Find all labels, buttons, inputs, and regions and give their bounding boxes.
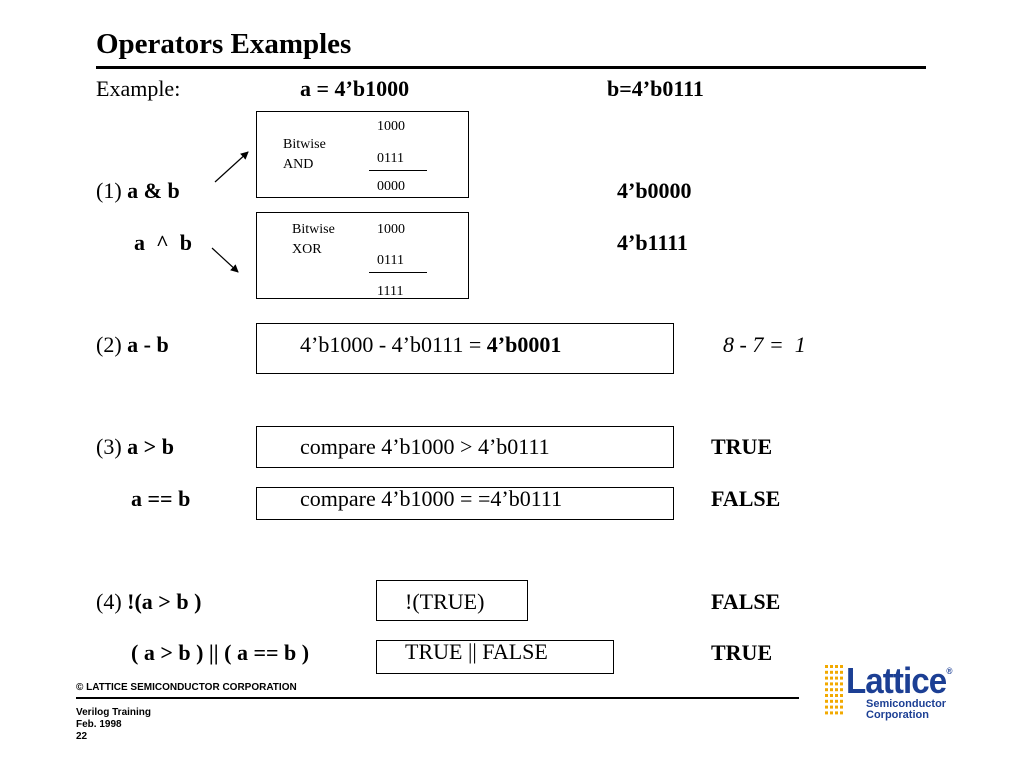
logo-dot <box>835 665 838 668</box>
b-definition: b=4’b0111 <box>607 76 704 101</box>
item2-box-text: 4’b1000 - 4’b0111 = <box>300 332 487 357</box>
item3-box1 <box>256 426 674 468</box>
logo-name-text: Lattice <box>846 660 947 701</box>
copyright: © LATTICE SEMICONDUCTOR CORPORATION <box>76 682 297 693</box>
item1-line1 <box>96 178 180 204</box>
xor-operand2: 0111 <box>377 253 404 268</box>
logo-dot <box>830 677 833 680</box>
item4-result2: TRUE <box>711 640 773 665</box>
item4-box1-text: !(TRUE) <box>405 589 485 614</box>
logo-dot <box>835 671 838 674</box>
logo-dot <box>825 677 828 680</box>
logo-dot <box>830 682 833 685</box>
item2-note-eq: = <box>763 332 795 357</box>
item2-box <box>256 323 674 374</box>
item3-box2-text: compare 4’b1000 = =4’b0111 <box>300 486 563 511</box>
example-label: Example: <box>96 76 181 101</box>
item1-number: (1) <box>96 178 122 203</box>
item3-line1 <box>96 434 174 460</box>
item2-box-result: 4’b0001 <box>486 332 562 357</box>
logo-name <box>846 660 952 702</box>
logo-dot <box>840 694 843 697</box>
item3-box2 <box>256 487 674 520</box>
and-label-line1: Bitwise <box>283 137 326 152</box>
item4-line1 <box>96 589 201 615</box>
and-arrow <box>215 152 248 182</box>
item2-note-b: 7 <box>752 332 764 357</box>
logo-dot <box>840 700 843 703</box>
item2-number: (2) <box>96 332 122 357</box>
logo-dot <box>840 711 843 714</box>
logo-dot <box>830 688 833 691</box>
footer-rule <box>76 697 799 699</box>
item4-result1: FALSE <box>711 589 781 614</box>
and-result: 0000 <box>377 179 405 194</box>
footer-line1: Verilog Training <box>76 707 152 718</box>
item4-number: (4) <box>96 589 122 614</box>
item2-line <box>96 332 169 358</box>
item1-expr1: a & b <box>127 178 180 203</box>
logo-dot <box>835 706 838 709</box>
a-definition: a = 4’b1000 <box>300 76 410 101</box>
logo-dot <box>835 711 838 714</box>
logo-dot <box>830 671 833 674</box>
xor-result: 1111 <box>377 284 404 299</box>
logo-dot <box>825 682 828 685</box>
logo-dot <box>835 688 838 691</box>
logo-sub2: Corporation <box>866 709 929 721</box>
item4-box1 <box>376 580 528 621</box>
logo-dot <box>830 711 833 714</box>
logo-dot <box>840 706 843 709</box>
logo-dot <box>830 694 833 697</box>
logo-dot <box>840 682 843 685</box>
item4-expr1: !(a > b ) <box>127 589 202 614</box>
item1-expr2: a ^ b <box>134 230 193 255</box>
xor-label-line2: XOR <box>292 242 322 257</box>
item3-number: (3) <box>96 434 122 459</box>
item2-note-op: - <box>734 332 753 357</box>
item3-expr1: a > b <box>127 434 174 459</box>
logo-dot <box>835 694 838 697</box>
xor-arrow <box>212 248 238 272</box>
and-operand1: 1000 <box>377 119 405 134</box>
logo-sub1: Semiconductor <box>866 698 947 710</box>
page-title: Operators Examples <box>96 28 352 60</box>
logo-dot <box>835 700 838 703</box>
item2-note-r: 1 <box>794 332 806 357</box>
logo-dot <box>830 665 833 668</box>
logo-dot <box>830 706 833 709</box>
item1-result2: 4’b1111 <box>617 230 688 255</box>
logo-dot <box>835 682 838 685</box>
item1-result1: 4’b0000 <box>617 178 692 203</box>
item2-note-a: 8 <box>723 332 734 357</box>
item3-expr2: a == b <box>131 486 191 511</box>
xor-label-line1: Bitwise <box>292 222 335 237</box>
logo-registered: ® <box>946 666 952 676</box>
logo-dot <box>840 677 843 680</box>
item2-expr: a - b <box>127 332 169 357</box>
logo-dot <box>825 700 828 703</box>
logo-dot <box>830 700 833 703</box>
item4-box2-text: TRUE || FALSE <box>405 639 548 664</box>
and-operand2: 0111 <box>377 151 404 166</box>
logo-dot <box>825 694 828 697</box>
item2-box-content <box>300 332 561 358</box>
logo-dot <box>840 665 843 668</box>
logo-dot <box>825 688 828 691</box>
logo-dot <box>825 711 828 714</box>
logo-dot <box>835 677 838 680</box>
item2-note <box>723 332 806 358</box>
logo-dot <box>825 665 828 668</box>
page-number: 22 <box>76 731 88 742</box>
item4-box2 <box>376 640 614 674</box>
footer-line2: Feb. 1998 <box>76 719 122 730</box>
item3-result1: TRUE <box>711 434 773 459</box>
logo-dot <box>825 706 828 709</box>
and-label-line2: AND <box>283 157 314 172</box>
item4-expr2: ( a > b ) || ( a == b ) <box>131 640 310 665</box>
logo-dot <box>840 671 843 674</box>
xor-operand1: 1000 <box>377 222 405 237</box>
item3-box1-text: compare 4’b1000 > 4’b0111 <box>300 434 550 459</box>
item3-result2: FALSE <box>711 486 781 511</box>
logo-dot <box>840 688 843 691</box>
lattice-logo <box>823 662 963 720</box>
logo-dot <box>825 671 828 674</box>
